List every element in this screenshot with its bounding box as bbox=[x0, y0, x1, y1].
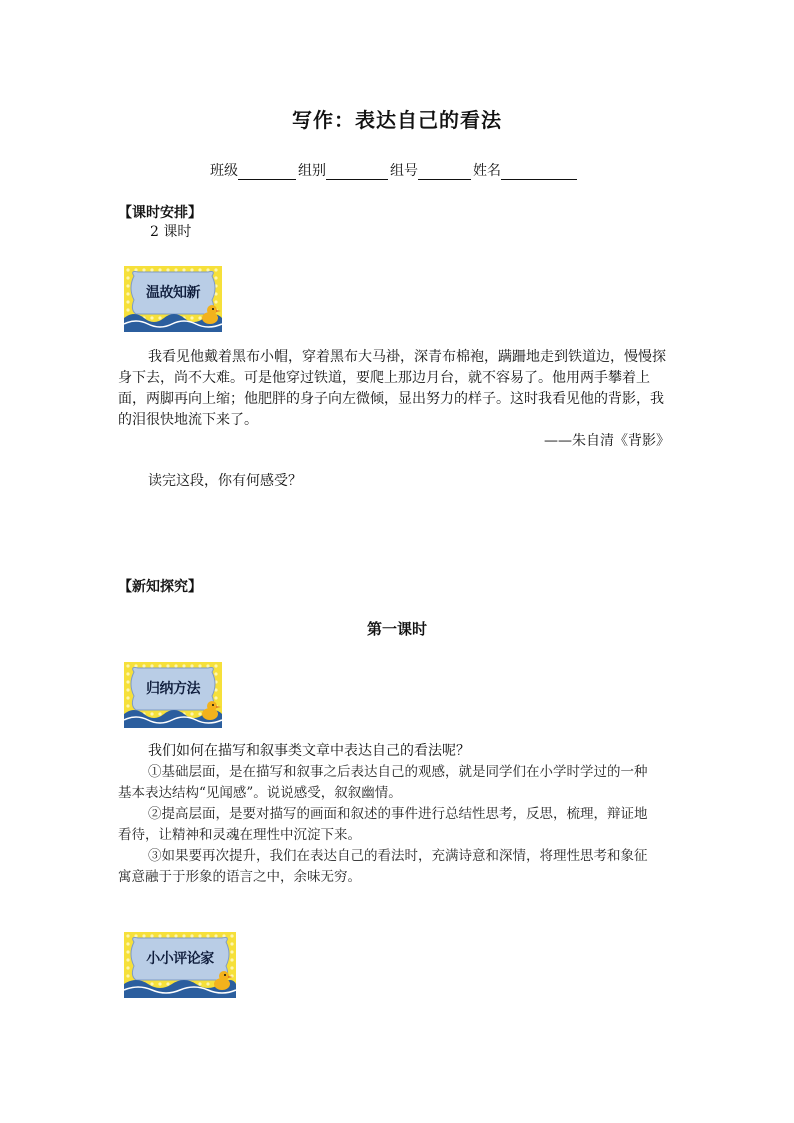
method-point-3-cont: 寓意融于于形象的语言之中，余味无穷。 bbox=[118, 869, 361, 885]
lesson-title: 第一课时 bbox=[366, 620, 427, 638]
passage-source: ——朱自清《背影》 bbox=[544, 433, 670, 449]
passage-line-4: 的泪很快地流下来了。 bbox=[118, 412, 258, 428]
method-point-2: ②提高层面，是要对描写的画面和叙述的事件进行总结性思考，反思，梳理，辩证地 bbox=[148, 806, 648, 822]
group-blank[interactable] bbox=[326, 165, 388, 180]
method-point-1: ①基础层面，是在描写和叙事之后表达自己的观感，就是同学们在小学时学过的一种 bbox=[148, 764, 648, 780]
review-question: 读完这段，你有何感受？ bbox=[148, 473, 302, 489]
schedule-heading: 【课时安排】 bbox=[118, 205, 202, 221]
critic-badge-label: 小小评论家 bbox=[146, 951, 214, 967]
method-question: 我们如何在描写和叙事类文章中表达自己的看法呢？ bbox=[148, 743, 470, 759]
explore-heading: 【新知探究】 bbox=[118, 579, 202, 595]
name-blank[interactable] bbox=[501, 165, 577, 180]
student-info-line bbox=[210, 160, 579, 180]
review-badge-label: 温故知新 bbox=[146, 285, 200, 301]
passage-line-3: 面，两脚再向上缩；他肥胖的身子向左微倾，显出努力的样子。这时我看见他的背影，我 bbox=[118, 391, 664, 407]
passage-line-2: 身下去，尚不大难。可是他穿过铁道，要爬上那边月台，就不容易了。他用两手攀着上 bbox=[118, 370, 650, 386]
review-badge bbox=[124, 266, 222, 332]
schedule-value: 2 课时 bbox=[150, 224, 192, 240]
number-label: 组号 bbox=[390, 163, 418, 179]
method-badge-label: 归纳方法 bbox=[146, 681, 200, 697]
class-label: 班级 bbox=[210, 163, 238, 179]
class-blank[interactable] bbox=[238, 165, 296, 180]
passage-line-1: 我看见他戴着黑布小帽，穿着黑布大马褂，深青布棉袍，蹒跚地走到铁道边，慢慢探 bbox=[148, 349, 666, 365]
method-badge bbox=[124, 662, 222, 728]
method-point-3: ③如果要再次提升，我们在表达自己的看法时，充满诗意和深情，将理性思考和象征 bbox=[148, 848, 648, 864]
page-title: 写作：表达自己的看法 bbox=[292, 108, 502, 132]
critic-badge bbox=[124, 932, 236, 998]
group-label: 组别 bbox=[298, 163, 326, 179]
name-label: 姓名 bbox=[473, 163, 501, 179]
method-point-1-cont: 基本表达结构“见闻感”。说说感受，叙叙幽情。 bbox=[118, 785, 402, 801]
method-point-2-cont: 看待，让精神和灵魂在理性中沉淀下来。 bbox=[118, 827, 361, 843]
number-blank[interactable] bbox=[418, 165, 471, 180]
